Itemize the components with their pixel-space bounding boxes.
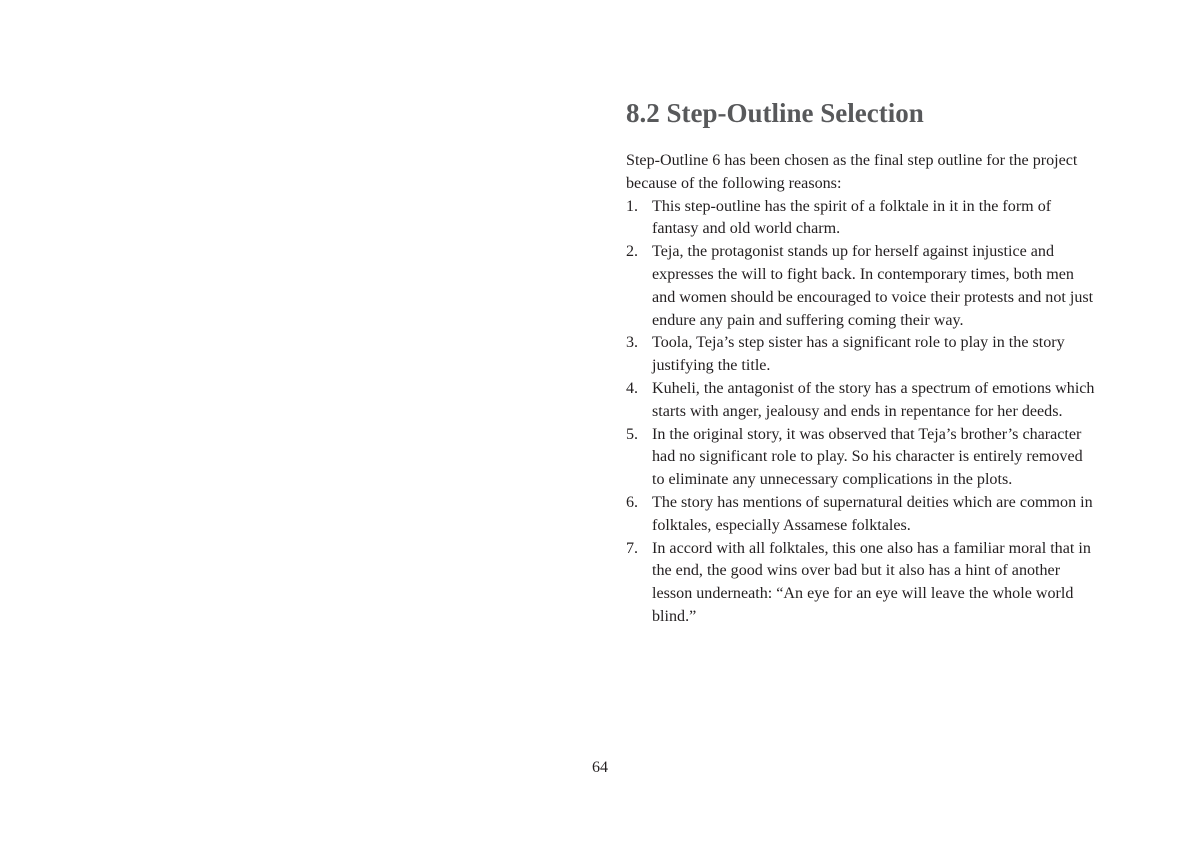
list-item-text: In accord with all folktales, this one also has a familiar moral that in the end, the good wins over bad but it also has a hint of another lesson underneath: “An eye for an eye will leave the whole world blind.” xyxy=(652,539,1091,625)
list-item-number: 1. xyxy=(626,197,639,215)
list-item-text: The story has mentions of supernatural deities which are common in folktales, especially Assamese folktales. xyxy=(652,493,1093,534)
list-item-text: In the original story, it was observed that Teja’s brother’s character had no significant role to play. So his character is entirely removed to eliminate any unnecessary complications in the plots. xyxy=(652,425,1083,489)
list-item-text: Kuheli, the antagonist of the story has a spectrum of emotions which starts with anger, jealousy and ends in repentance for her deeds. xyxy=(652,379,1095,420)
page-number: 64 xyxy=(592,759,608,776)
list-item-text: Toola, Teja’s step sister has a significant role to play in the story justifying the title. xyxy=(652,334,1065,375)
list-item xyxy=(626,196,1096,242)
list-item-number: 4. xyxy=(626,379,639,397)
list-item xyxy=(626,378,1096,424)
intro-paragraph: Step-Outline 6 has been chosen as the final step outline for the project because of the following reasons: xyxy=(626,152,1078,192)
list-item-text: This step-outline has the spirit of a folktale in it in the form of fantasy and old world charm. xyxy=(652,197,1052,238)
right-page xyxy=(600,0,1200,848)
list-item-number: 5. xyxy=(626,425,639,443)
list-item xyxy=(626,492,1096,538)
section-heading: 8.2 Step-Outline Selection xyxy=(626,98,924,128)
list-item xyxy=(626,424,1096,492)
list-item-number: 2. xyxy=(626,243,639,261)
list-item xyxy=(626,538,1096,629)
list-item-number: 3. xyxy=(626,334,639,352)
reasons-list xyxy=(626,196,1096,629)
list-item-number: 6. xyxy=(626,493,639,511)
list-item xyxy=(626,241,1096,332)
list-item-number: 7. xyxy=(626,539,639,557)
list-item-text: Teja, the protagonist stands up for herself against injustice and expresses the will to fight back. In contemporary times, both men and women should be encouraged to voice their protests and not just endure any pain and suffering coming their way. xyxy=(652,243,1094,329)
list-item xyxy=(626,332,1096,378)
section-body xyxy=(626,150,1096,629)
